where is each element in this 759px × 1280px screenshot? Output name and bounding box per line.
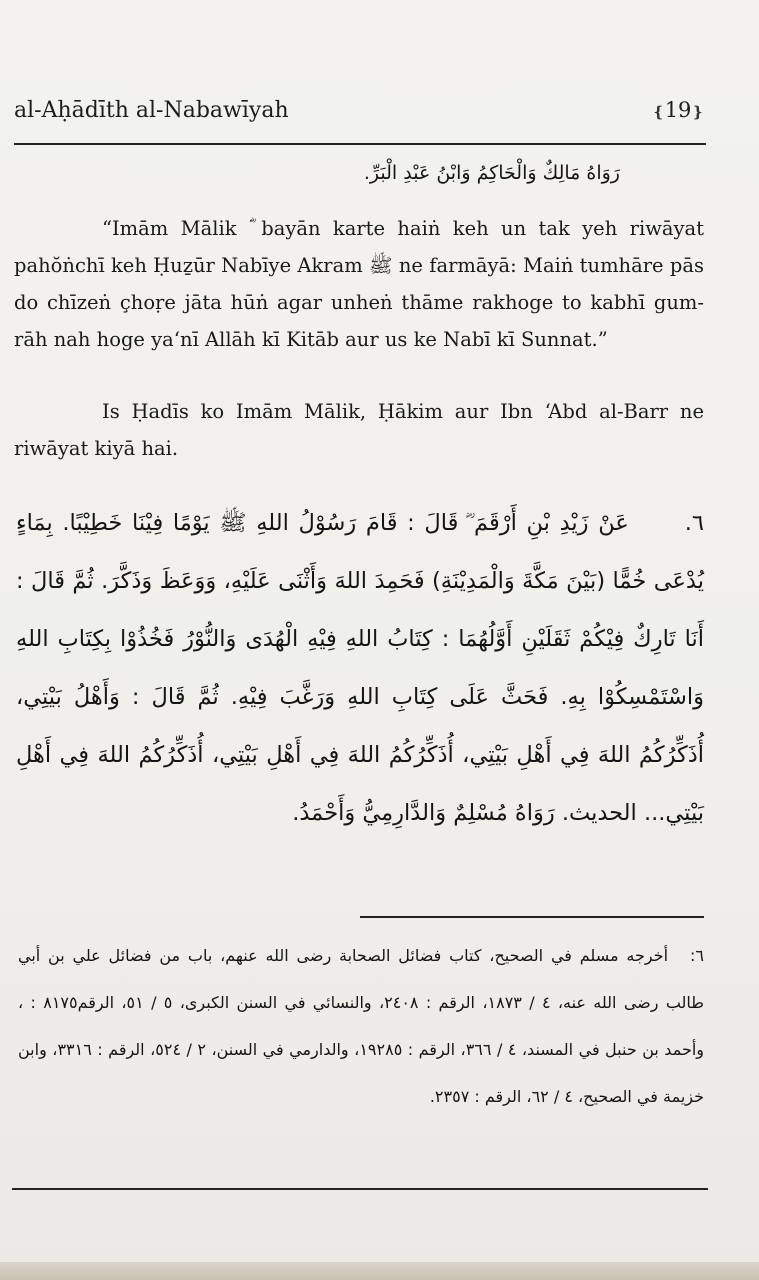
page-number <box>652 98 704 122</box>
source-note-paragraph: Is Ḥadīs ko Imām Mālik, Ḥākim aur Ibn ‘Abd al-Barr ne riwāyat kiyā hai. <box>14 400 704 460</box>
page-header <box>14 98 704 138</box>
arabic-attribution: رَوَاهُ مَالِكٌ وَالْحَاكِمُ وَابْنُ عَبْدِ الْبَرِّ. <box>363 162 620 184</box>
bottom-divider <box>12 1188 708 1190</box>
running-title: al-Aḥādīth al-Nabawīyah <box>14 98 289 123</box>
header-divider <box>14 143 706 145</box>
hadith-body: عَنْ زَيْدِ بْنِ أَرْقَمَ ؓ قَالَ : قَامَ رَسُوْلُ اللهِ ﷺ يَوْمًا فِيْنَا خَطِيْبًا. بِمَاءٍ يُدْعَى خُمًّا (بَيْنَ مَكَّةَ وَالْمَدِيْنَةِ) فَحَمِدَ اللهَ وَأَثْنَى عَلَيْهِ، وَوَعَظَ وَذَكَّرَ. ثُمَّ قَالَ : أَنَا تَارِكٌ فِيْكُمْ ثَقَلَيْنِ أَوَّلُهُمَا : كِتَابُ اللهِ فِيْهِ الْهُدَى وَالنُّوْرُ فَخُذُوْا بِكِتَابِ اللهِ وَاسْتَمْسِكُوْا بِهِ. فَحَثَّ عَلَى كِتَابِ اللهِ وَرَغَّبَ فِيْهِ. ثُمَّ قَالَ : وَأَهْلُ بَيْتِي، أُذَكِّرُكُمُ اللهَ فِي أَهْلِ بَيْتِي، أُذَكِّرُكُمُ اللهَ فِي أَهْلِ بَيْتِي، أُذَكِّرُكُمُ اللهَ فِي أَهْلِ بَيْتِي... الحديث. رَوَاهُ مُسْلِمٌ وَالدَّارِمِيُّ وَأَحْمَدُ. <box>16 510 704 826</box>
ornament-right-icon: ❵ <box>691 103 704 121</box>
page-number-value: 19 <box>664 98 692 122</box>
footnote-number: ٦: <box>690 946 704 965</box>
hadith-number: ٦. <box>684 510 704 536</box>
footnote-divider <box>360 916 704 918</box>
footnote-text: أخرجه مسلم في الصحيح، كتاب فضائل الصحابة رضى الله عنهم، باب من فضائل علي بن أبي طالب رضى الله عنه، ٤ / ١٨٧٣، الرقم : ٢٤٠٨، والنسائي في السنن الكبرى، ٥ / ٥١، الرقم٨١٧٥ : ، وأحمد بن حنبل في المسند، ٤ / ٣٦٦، الرقم : ١٩٢٨٥، والدارمي في السنن، ٢ / ٥٢٤، الرقم : ٣٣١٦، وابن خزيمة في الصحيح، ٤ / ٦٢، الرقم : ٢٣٥٧. <box>18 946 705 1106</box>
hadith-text <box>16 494 704 842</box>
ornament-left-icon: ❴ <box>652 103 665 121</box>
translation-paragraph: “Imām Mālik ؓ bayān karte haiṅ keh un tak yeh riwāyat pahŏṅchī keh Ḥuẕūr Nabīye Akram ﷺ ne farmāyā: Maiṅ tumhāre pās do chīzeṅ çhoṛe jāta hūṅ agar unheṅ thāme rakhoge to kabhī gum-rāh nah hoge ya‘nī Allāh kī Kitāb aur us ke Nabī kī Sunnat.” <box>14 217 704 351</box>
footnote <box>18 932 704 1120</box>
page-edge <box>0 1262 759 1280</box>
